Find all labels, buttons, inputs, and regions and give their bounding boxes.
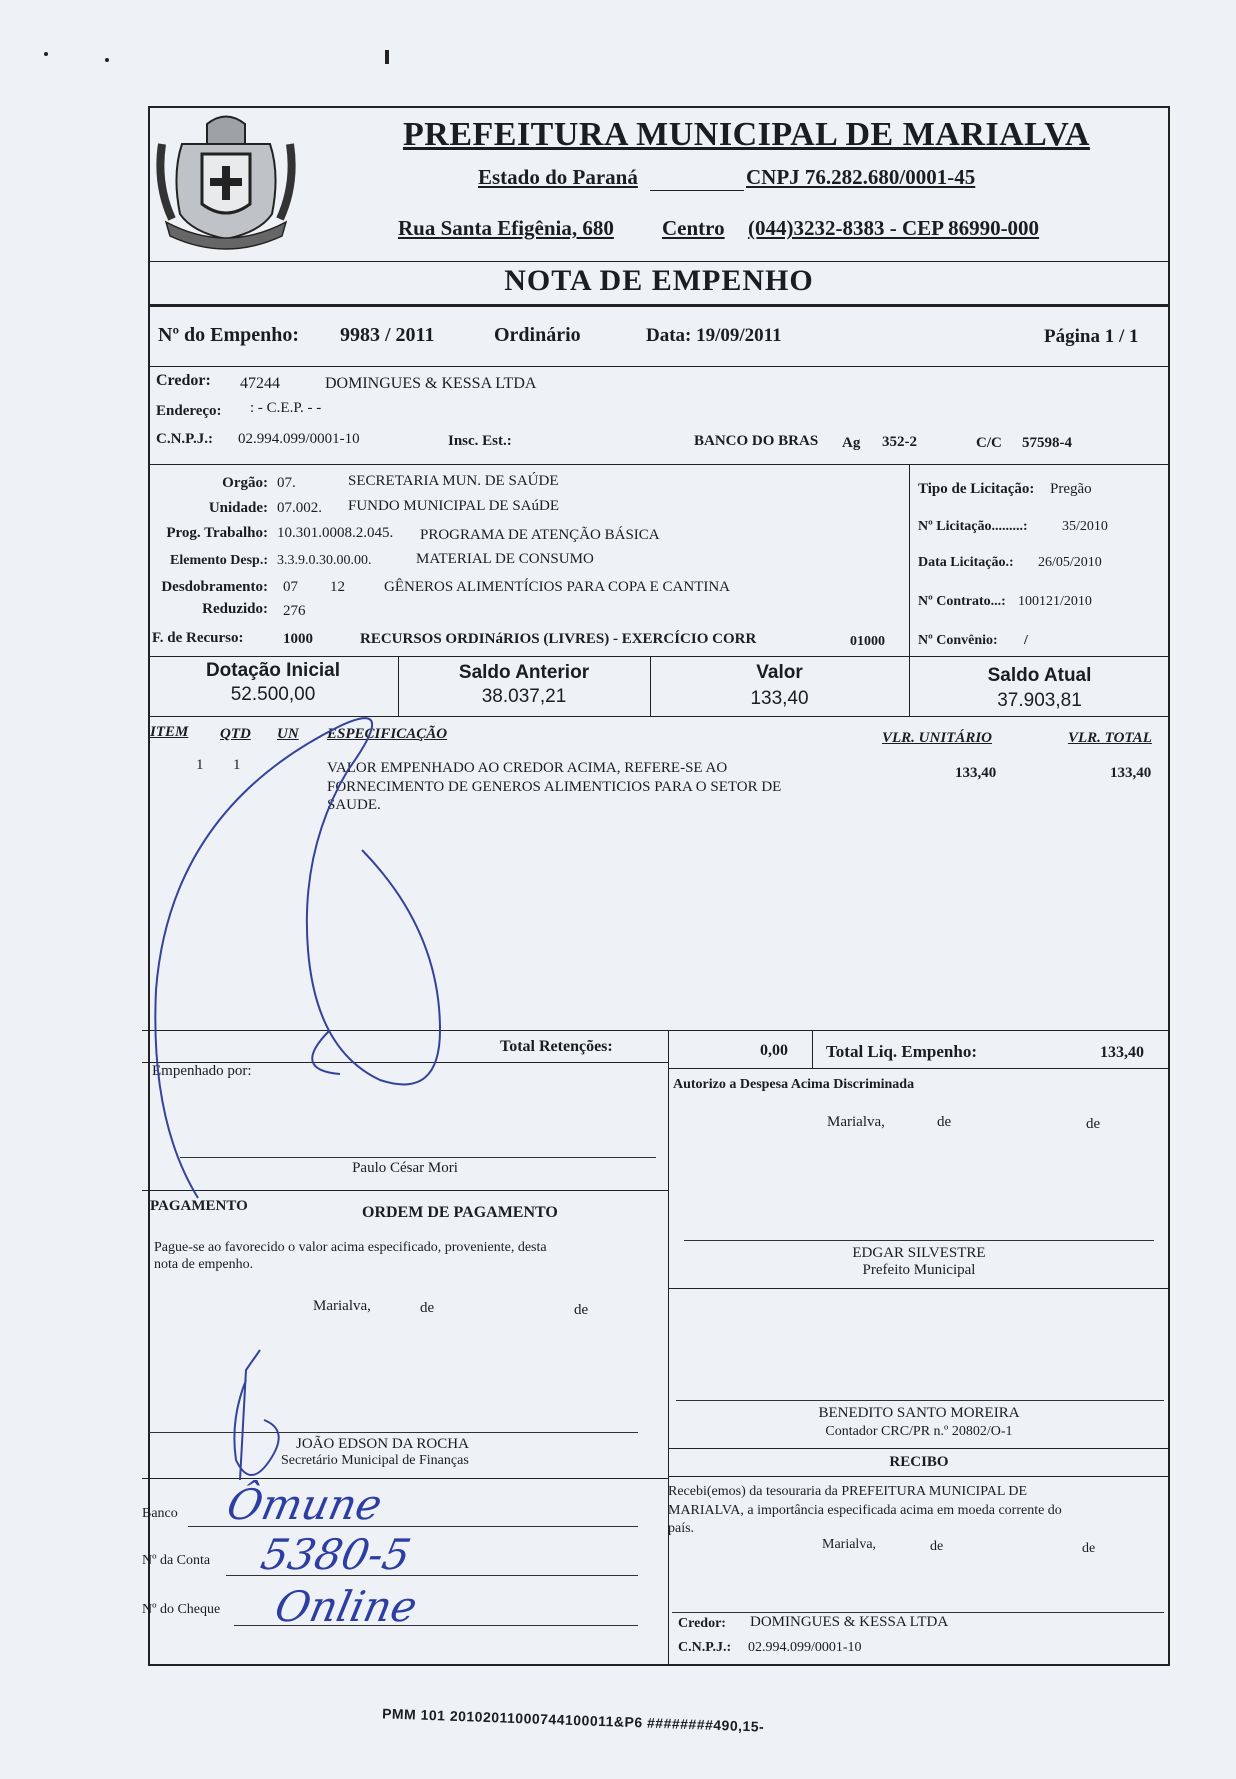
unidade-code: 07.002. (277, 500, 322, 516)
orgao-code: 07. (277, 475, 296, 491)
underline (650, 190, 744, 191)
col-qtd: QTD (220, 726, 251, 742)
signature-secretario-mark (220, 1340, 310, 1500)
dotacao-value: 52.500,00 (230, 684, 316, 705)
col-especificacao: ESPECIFICAÇÃO (327, 726, 448, 742)
autorizo-de1: de (937, 1114, 952, 1130)
desdobramento-code2: 12 (330, 579, 345, 595)
account-label: C/C (976, 435, 1002, 451)
recibo-cnpj-label: C.N.P.J.: (678, 1640, 732, 1655)
desdobramento-label: Desdobramento: (161, 579, 268, 595)
credor-code: 47244 (240, 375, 280, 392)
saldo-anterior-value: 38.037,21 (481, 686, 567, 707)
divider (668, 1030, 669, 1666)
conta-label: Nº da Conta (142, 1553, 211, 1568)
pagamento-city: Marialva, (313, 1298, 371, 1314)
retencoes-label: Total Retenções: (500, 1038, 613, 1055)
signature-line (676, 1400, 1164, 1401)
pagamento-text-line1: Pague-se ao favorecido o valor acima especificado, proveniente, desta (154, 1240, 547, 1255)
scan-mark (385, 50, 389, 64)
pagamento-text-line2: nota de empenho. (154, 1257, 254, 1272)
elemento-label: Elemento Desp.: (170, 553, 268, 568)
recibo-cnpj-value: 02.994.099/0001-10 (748, 1640, 862, 1655)
col-vlr-unitario: VLR. UNITÁRIO (882, 730, 993, 746)
address-label: Endereço: (156, 403, 222, 419)
signature-empenho-mark (140, 690, 480, 1210)
tipo-licitacao-label: Tipo de Licitação: (918, 481, 1035, 497)
footer-barcode-text: PMM 101 20102011000744100011&P6 ########490,15- (381, 1705, 765, 1735)
tipo-licitacao-value: Pregão (1050, 481, 1092, 497)
account-value: 57598-4 (1022, 435, 1072, 451)
row-desc-line3: SAUDE. (327, 797, 381, 813)
divider (812, 1030, 813, 1068)
divider (909, 464, 910, 657)
empenho-date: Data: 19/09/2011 (646, 325, 782, 346)
divider (668, 1288, 1170, 1289)
cnpj-value: 02.994.099/0001-10 (238, 431, 360, 447)
col-vlr-total: VLR. TOTAL (1068, 730, 1152, 746)
recibo-text-line3: país. (668, 1521, 695, 1536)
dotacao-label: Dotação Inicial (205, 660, 341, 681)
licitacao-number-label: Nº Licitação.........: (918, 519, 1028, 534)
header-phone-cep: (044)3232-8383 - CEP 86990-000 (748, 216, 1040, 240)
prog-name: PROGRAMA DE ATENÇÃO BÁSICA (420, 527, 660, 543)
data-licitacao-value: 26/05/2010 (1038, 555, 1102, 570)
saldo-anterior-label: Saldo Anterior (458, 662, 590, 683)
address-value: : - C.E.P. - - (250, 400, 322, 416)
header-state: Estado do Paraná (478, 165, 638, 189)
autorizo-de2: de (1086, 1116, 1101, 1132)
signature-line (684, 1240, 1154, 1241)
ordem-pagamento-title: ORDEM DE PAGAMENTO (362, 1204, 558, 1221)
liq-empenho-label: Total Liq. Empenho: (826, 1042, 977, 1061)
empenho-number: 9983 / 2011 (340, 324, 435, 346)
desdobramento-code1: 07 (283, 579, 298, 595)
pagamento-label: PAGAMENTO (150, 1198, 248, 1214)
document-title: NOTA DE EMPENHO (504, 264, 814, 297)
credor-name: DOMINGUES & KESSA LTDA (325, 375, 537, 392)
divider (148, 304, 1170, 307)
credor-label: Credor: (156, 372, 211, 389)
recibo-text-line1: Recebi(emos) da tesouraria da PREFEITURA MUNICIPAL DE (668, 1484, 1028, 1499)
valor-label: Valor (756, 662, 803, 683)
prefeito-name: EDGAR SILVESTRE (852, 1245, 986, 1261)
divider (668, 1448, 1170, 1449)
recurso-number: 01000 (850, 634, 885, 649)
cheque-handwritten: Online (270, 1582, 422, 1631)
autorizo-label: Autorizo a Despesa Acima Discriminada (673, 1077, 915, 1092)
header-cnpj: CNPJ 76.282.680/0001-45 (746, 165, 976, 189)
recurso-label: F. de Recurso: (152, 630, 244, 646)
cnpj-label: C.N.P.J.: (156, 431, 213, 447)
empenho-label: Nº do Empenho: (158, 324, 300, 346)
orgao-label: Orgão: (222, 475, 268, 491)
page-number: Página 1 / 1 (1044, 326, 1139, 347)
insc-label: Insc. Est.: (448, 433, 512, 449)
convenio-value: / (1024, 633, 1028, 648)
recibo-text-line2: MARIALVA, a importância especificada acima em moeda corrente do (668, 1503, 1062, 1518)
reduzido-label: Reduzido: (202, 601, 268, 617)
prog-label: Prog. Trabalho: (166, 525, 268, 541)
divider (668, 1476, 1170, 1477)
unidade-label: Unidade: (208, 500, 268, 516)
data-licitacao-label: Data Licitação.: (918, 555, 1014, 570)
elemento-code: 3.3.9.0.30.00.00. (277, 553, 372, 568)
prefeito-role: Prefeito Municipal (862, 1262, 976, 1278)
agency-value: 352-2 (882, 434, 917, 450)
empenhado-label: Empenhado por: (152, 1063, 252, 1079)
divider (148, 261, 1170, 262)
contador-role: Contador CRC/PR n.º 20802/O-1 (825, 1424, 1013, 1439)
divider (668, 1068, 1170, 1069)
valor-value: 133,40 (750, 688, 809, 709)
recurso-name: RECURSOS ORDINáRIOS (LIVRES) - EXERCÍCIO CORR (360, 631, 757, 647)
recibo-credor-label: Credor: (678, 1616, 726, 1631)
header-street: Rua Santa Efigênia, 680 (398, 216, 614, 240)
recibo-de1: de (930, 1539, 944, 1554)
banco-label: Banco (142, 1506, 178, 1521)
recibo-city: Marialva, (822, 1537, 877, 1552)
saldo-atual-label: Saldo Atual (987, 665, 1092, 686)
recibo-credor-name: DOMINGUES & KESSA LTDA (750, 1614, 949, 1630)
scan-mark (44, 52, 48, 56)
col-un: UN (277, 726, 299, 742)
coat-of-arms-logo (152, 104, 300, 254)
empenho-type: Ordinário (494, 324, 581, 346)
header-district: Centro (662, 216, 725, 240)
reduzido-value: 276 (283, 603, 306, 619)
licitacao-number-value: 35/2010 (1062, 519, 1108, 534)
pagamento-de2: de (574, 1302, 589, 1318)
cheque-label: Nº do Cheque (142, 1602, 221, 1617)
autorizo-city: Marialva, (827, 1114, 885, 1130)
recibo-de2: de (1082, 1541, 1096, 1556)
divider (148, 366, 1170, 367)
liq-empenho-value: 133,40 (1100, 1044, 1144, 1061)
bank-name: BANCO DO BRAS (694, 433, 819, 449)
divider (148, 464, 1170, 465)
col-item: ITEM (150, 724, 189, 740)
row-item: 1 (196, 757, 204, 773)
recibo-title: RECIBO (889, 1454, 949, 1470)
recurso-code: 1000 (283, 631, 313, 647)
contrato-value: 100121/2010 (1018, 594, 1092, 609)
row-desc-line2: FORNECIMENTO DE GENEROS ALIMENTICIOS PARA O SETOR DE (327, 779, 782, 795)
orgao-name: SECRETARIA MUN. DE SAÚDE (348, 473, 559, 489)
row-total-value: 133,40 (1110, 765, 1152, 781)
elemento-name: MATERIAL DE CONSUMO (416, 551, 594, 567)
header-title: PREFEITURA MUNICIPAL DE MARIALVA (403, 116, 1090, 153)
empenhado-name: Paulo César Mori (352, 1160, 458, 1176)
secretario-role: Secretário Municipal de Finanças (281, 1453, 469, 1468)
desdobramento-name: GÊNEROS ALIMENTÍCIOS PARA COPA E CANTINA (384, 579, 731, 595)
row-desc-line1: VALOR EMPENHADO AO CREDOR ACIMA, REFERE-SE AO (327, 760, 728, 776)
row-qtd: 1 (233, 757, 241, 773)
conta-handwritten: 5380-5 (256, 1530, 416, 1579)
divider (148, 656, 1170, 657)
secretario-name: JOÃO EDSON DA ROCHA (296, 1436, 469, 1452)
contador-name: BENEDITO SANTO MOREIRA (818, 1405, 1020, 1421)
contrato-label: Nº Contrato...: (918, 594, 1006, 609)
banco-handwritten: Ômune (222, 1480, 387, 1529)
saldo-atual-value: 37.903,81 (997, 690, 1082, 711)
convenio-label: Nº Convênio: (918, 633, 998, 648)
signature-line (672, 1612, 1164, 1613)
row-unit-value: 133,40 (955, 765, 997, 781)
agency-label: Ag (842, 435, 861, 451)
pagamento-de1: de (420, 1300, 435, 1316)
unidade-name: FUNDO MUNICIPAL DE SAúDE (348, 498, 559, 514)
prog-code: 10.301.0008.2.045. (277, 525, 394, 541)
retencoes-value: 0,00 (760, 1042, 788, 1059)
scan-mark (105, 58, 109, 62)
